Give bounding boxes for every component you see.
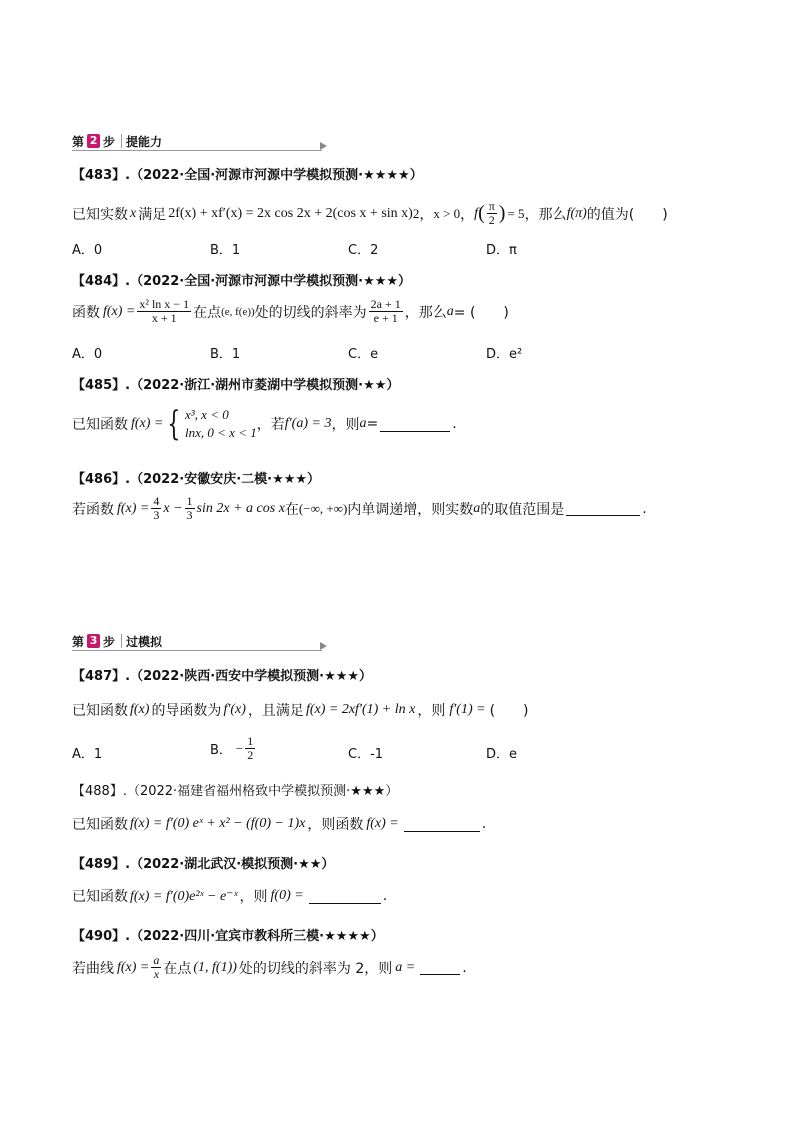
question-header: 【487】.（2022·陕西·西安中学模拟预测·★★★）: [72, 669, 373, 684]
section-divider: [121, 134, 122, 148]
option-d: D．π: [486, 243, 517, 258]
option-a: A．0: [72, 243, 103, 258]
option-c: C．-1: [348, 747, 384, 762]
question-header: 【488】.（2022·福建省福州格致中学模拟预测·★★★）: [72, 784, 399, 799]
section-number: 2: [87, 134, 100, 148]
question-body: 已知函数 f(x) = { x³, x < 0 lnx, 0 < x < 1 ，若 f′(a) = 3 ，则 a = .: [72, 404, 457, 444]
answer-blank: [420, 960, 460, 975]
option-b: B．1: [210, 243, 241, 258]
question-body: 已知实数 x 满足 2f(x) + xf′(x) = 2x cos 2x + 2(cos x + sin x) 2 ， x > 0 ， f ( $\frac{\pi}{2}$ ) = 5 ，那么 f(π) 的值为( ): [72, 199, 668, 227]
option-d: D．e: [486, 747, 518, 762]
answer-blank: [566, 501, 640, 516]
question-header: 【489】.（2022·湖北武汉·模拟预测·★★）: [72, 857, 335, 872]
section-underline: [72, 650, 322, 651]
question-body: 函数 f(x) = $\frac{\text{x² ln x − 1}}{x + 1}$ 在点 (e, f(e)) 处的切线的斜率为 $\frac{2a + 1}{e + 1}$ ，那么 a = ( ): [72, 297, 509, 325]
section-arrow-icon: [320, 642, 327, 650]
answer-blank: [404, 817, 480, 832]
option-a: A．1: [72, 747, 103, 762]
question-body: 已知函数 f(x) = f′(0) eˣ + x² − (f(0) − 1)x ，则函数 f(x) = .: [72, 816, 487, 833]
section-divider: [121, 634, 122, 648]
brace: {: [167, 404, 181, 444]
section-prefix: 第: [72, 634, 85, 649]
question-body: 已知函数 f(x) = f′(0)e²ˣ − e⁻ˣ ，则 f(0) = .: [72, 888, 388, 905]
section-suffix: 步: [103, 134, 116, 149]
section-title: 过模拟: [126, 634, 163, 649]
option-d: D．e²: [486, 347, 523, 362]
option-c: C．e: [348, 347, 379, 362]
question-header: 【486】.（2022·安徽安庆·二模·★★★）: [72, 472, 321, 487]
option-b: B．1: [210, 347, 241, 362]
question-body: 已知函数 f(x) 的导函数为 f′(x) ，且满足 f(x) = 2xf′(1) + ln x ，则 f′(1) = ( ): [72, 702, 529, 719]
section-suffix: 步: [103, 634, 116, 649]
answer-blank: [309, 889, 381, 904]
question-header: 【490】.（2022·四川·宜宾市教科所三模·★★★★）: [72, 929, 384, 944]
section-header-2: [72, 132, 162, 150]
section-title: 提能力: [126, 134, 163, 149]
question-header: 【484】.（2022·全国·河源市河源中学模拟预测·★★★）: [72, 274, 412, 289]
option-c: C．2: [348, 243, 379, 258]
question-header: 【485】.（2022·浙江·湖州市菱湖中学模拟预测·★★）: [72, 378, 400, 393]
section-number: 3: [87, 634, 100, 648]
question-body: 若函数 f(x) = $\frac{4}{3}$ x − $\frac{1}{3}$ sin 2x + a cos x 在 (−∞, +∞) 内单调递增，则实数 a 的取值范围是 .: [72, 494, 647, 522]
section-arrow-icon: [320, 142, 327, 150]
option-b: B． − $\frac{1}{2}$: [210, 734, 254, 762]
question-header: 【483】.（2022·全国·河源市河源中学模拟预测·★★★★）: [72, 168, 423, 183]
section-underline: [72, 150, 322, 151]
section-prefix: 第: [72, 134, 85, 149]
question-body: 若曲线 f(x) = $\frac{a}{x}$ 在点 (1, f(1)) 处的切线的斜率为 2，则 a = .: [72, 953, 467, 981]
answer-blank: [380, 417, 450, 432]
option-a: A．0: [72, 347, 103, 362]
section-header-3: [72, 632, 162, 650]
